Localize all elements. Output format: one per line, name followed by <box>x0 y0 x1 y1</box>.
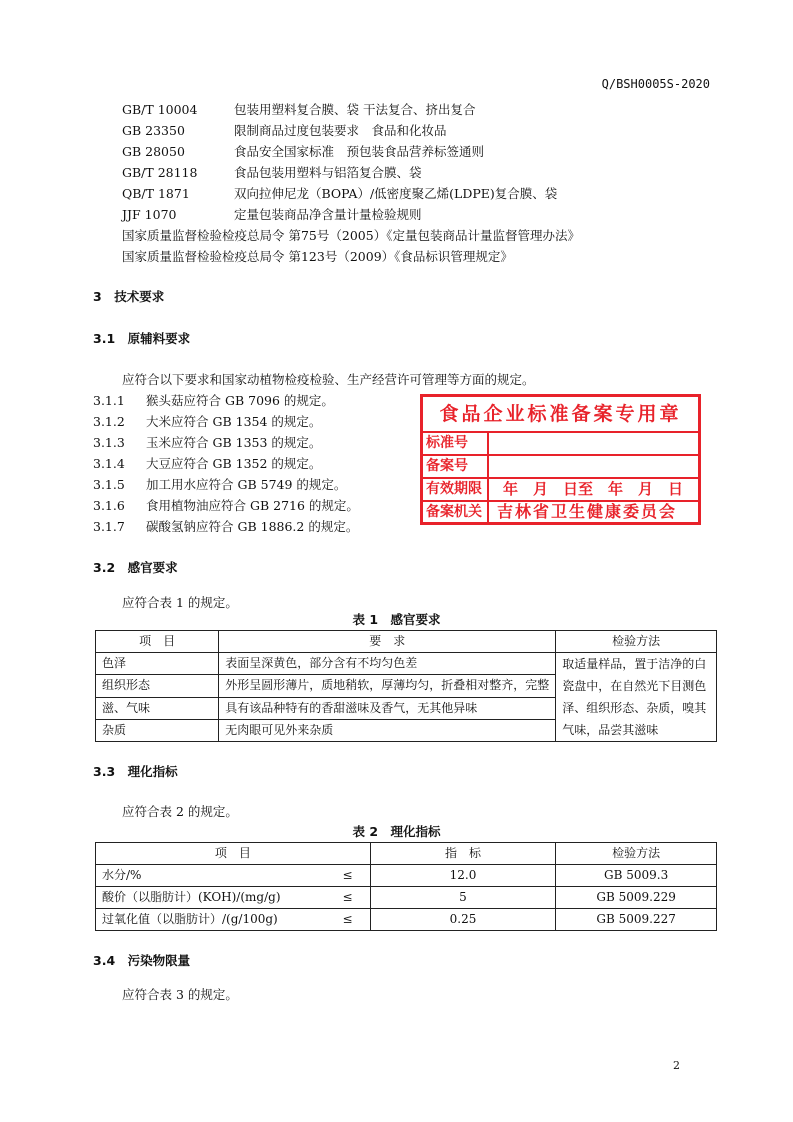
cell: GB 5009.227 <box>556 909 717 931</box>
stamp-label: 标准号 <box>426 435 468 451</box>
paragraph: 应符合表 1 的规定。 <box>122 595 238 610</box>
table-row <box>96 909 717 931</box>
item-number: 3.1.4 <box>93 456 125 471</box>
item-text: 食用植物油应符合 GB 2716 的规定。 <box>146 498 359 513</box>
ref-title: 食品包装用塑料与铝箔复合膜、袋 <box>234 165 422 180</box>
item-number: 3.1.3 <box>93 435 125 450</box>
table-header-row <box>96 843 717 865</box>
method-line: 气味，品尝其滋味 <box>562 723 659 737</box>
method-line: 泽、组织形态、杂质，嗅其 <box>562 701 707 715</box>
item-number: 3.1.6 <box>93 498 125 513</box>
ref-code: GB 23350 <box>122 123 185 138</box>
item-number: 3.1.5 <box>93 477 125 492</box>
paragraph: 应符合以下要求和国家动植物检疫检验、生产经营许可管理等方面的规定。 <box>122 372 535 387</box>
section-heading: 3.2 感官要求 <box>93 560 178 575</box>
cell: 表面呈深黄色，部分含有不均匀色差 <box>219 653 556 675</box>
cell: ≤ <box>325 865 370 887</box>
header-cell: 项 目 <box>96 631 219 653</box>
section-heading: 3 技术要求 <box>93 289 165 304</box>
ref-title: 限制商品过度包装要求 食品和化妆品 <box>234 123 447 138</box>
cell: 0.25 <box>370 909 555 931</box>
decree: 国家质量监督检验检疫总局令 第75号（2005）《定量包装商品计量监督管理办法》 <box>122 228 580 243</box>
decree: 国家质量监督检验检疫总局令 第123号（2009）《食品标识管理规定》 <box>122 249 513 264</box>
table-row <box>96 865 717 887</box>
item-text: 大豆应符合 GB 1352 的规定。 <box>146 456 322 471</box>
cell: GB 5009.3 <box>556 865 717 887</box>
sensory-table <box>95 630 717 742</box>
ref-title: 双向拉伸尼龙（BOPA）/低密度聚乙烯(LDPE)复合膜、袋 <box>234 186 558 201</box>
item-text: 玉米应符合 GB 1353 的规定。 <box>146 435 322 450</box>
cell: 5 <box>370 887 555 909</box>
cell: ≤ <box>325 909 370 931</box>
ref-title: 包装用塑料复合膜、袋 干法复合、挤出复合 <box>234 102 476 117</box>
ref-title: 定量包装商品净含量计量检验规则 <box>234 207 422 222</box>
item-text: 大米应符合 GB 1354 的规定。 <box>146 414 322 429</box>
stamp-label: 备案机关 <box>426 504 482 520</box>
header-cell: 指 标 <box>370 843 555 865</box>
ref-title: 食品安全国家标准 预包装食品营养标签通则 <box>234 144 485 159</box>
table-row <box>96 653 717 675</box>
header-cell: 检验方法 <box>556 843 717 865</box>
doc-code: Q/BSH0005S-2020 <box>601 77 710 91</box>
header-cell: 检验方法 <box>556 631 717 653</box>
cell: 酸价（以脂肪计）(KOH)/(mg/g) <box>96 887 326 909</box>
table-caption: 表 2 理化指标 <box>352 824 441 839</box>
table-header-row <box>96 631 717 653</box>
page-number: 2 <box>673 1059 680 1072</box>
ref-code: GB/T 28118 <box>122 165 198 180</box>
section-heading: 3.1 原辅料要求 <box>93 331 191 346</box>
stamp-title: 食品企业标准备案专用章 <box>439 403 682 425</box>
header-cell: 要 求 <box>219 631 556 653</box>
ref-code: JJF 1070 <box>122 207 177 222</box>
item-number: 3.1.7 <box>93 519 125 534</box>
cell: 具有该品种特有的香甜滋味及香气，无其他异味 <box>219 697 556 719</box>
table-row <box>96 887 717 909</box>
cell: 12.0 <box>370 865 555 887</box>
cell: 水分/% <box>96 865 326 887</box>
ref-code: GB/T 10004 <box>122 102 198 117</box>
method-line: 瓷盘中，在自然光下目测色 <box>562 679 707 693</box>
item-number: 3.1.2 <box>93 414 125 429</box>
cell: 滋、气味 <box>96 697 219 719</box>
section-heading: 3.3 理化指标 <box>93 764 178 779</box>
item-text: 碳酸氢钠应符合 GB 1886.2 的规定。 <box>146 519 359 534</box>
cell: 外形呈圆形薄片，质地稍软，厚薄均匀，折叠相对整齐，完整 <box>219 675 556 697</box>
stamp-label: 有效期限 <box>426 481 482 497</box>
physicochemical-table <box>95 842 717 931</box>
item-text: 加工用水应符合 GB 5749 的规定。 <box>146 477 347 492</box>
table-caption: 表 1 感官要求 <box>352 612 441 627</box>
paragraph: 应符合表 3 的规定。 <box>122 987 238 1002</box>
cell: 色泽 <box>96 653 219 675</box>
filing-stamp <box>420 394 701 525</box>
ref-code: QB/T 1871 <box>122 186 190 201</box>
paragraph: 应符合表 2 的规定。 <box>122 804 238 819</box>
stamp-agency: 吉林省卫生健康委员会 <box>497 502 678 521</box>
cell: 杂质 <box>96 719 219 741</box>
item-text: 猴头菇应符合 GB 7096 的规定。 <box>146 393 334 408</box>
cell: 无肉眼可见外来杂质 <box>219 719 556 741</box>
ref-code: GB 28050 <box>122 144 185 159</box>
cell: ≤ <box>325 887 370 909</box>
method-line: 取适量样品，置于洁净的白 <box>562 657 707 671</box>
item-number: 3.1.1 <box>93 393 125 408</box>
header-cell: 项 目 <box>96 843 371 865</box>
cell: GB 5009.229 <box>556 887 717 909</box>
section-heading: 3.4 污染物限量 <box>93 953 191 968</box>
stamp-label: 备案号 <box>426 458 468 474</box>
stamp-validity: 年 月 日至 年 月 日 <box>503 480 684 498</box>
cell: 组织形态 <box>96 675 219 697</box>
cell: 过氧化值（以脂肪计）/(g/100g) <box>96 909 326 931</box>
method-cell <box>556 653 717 742</box>
